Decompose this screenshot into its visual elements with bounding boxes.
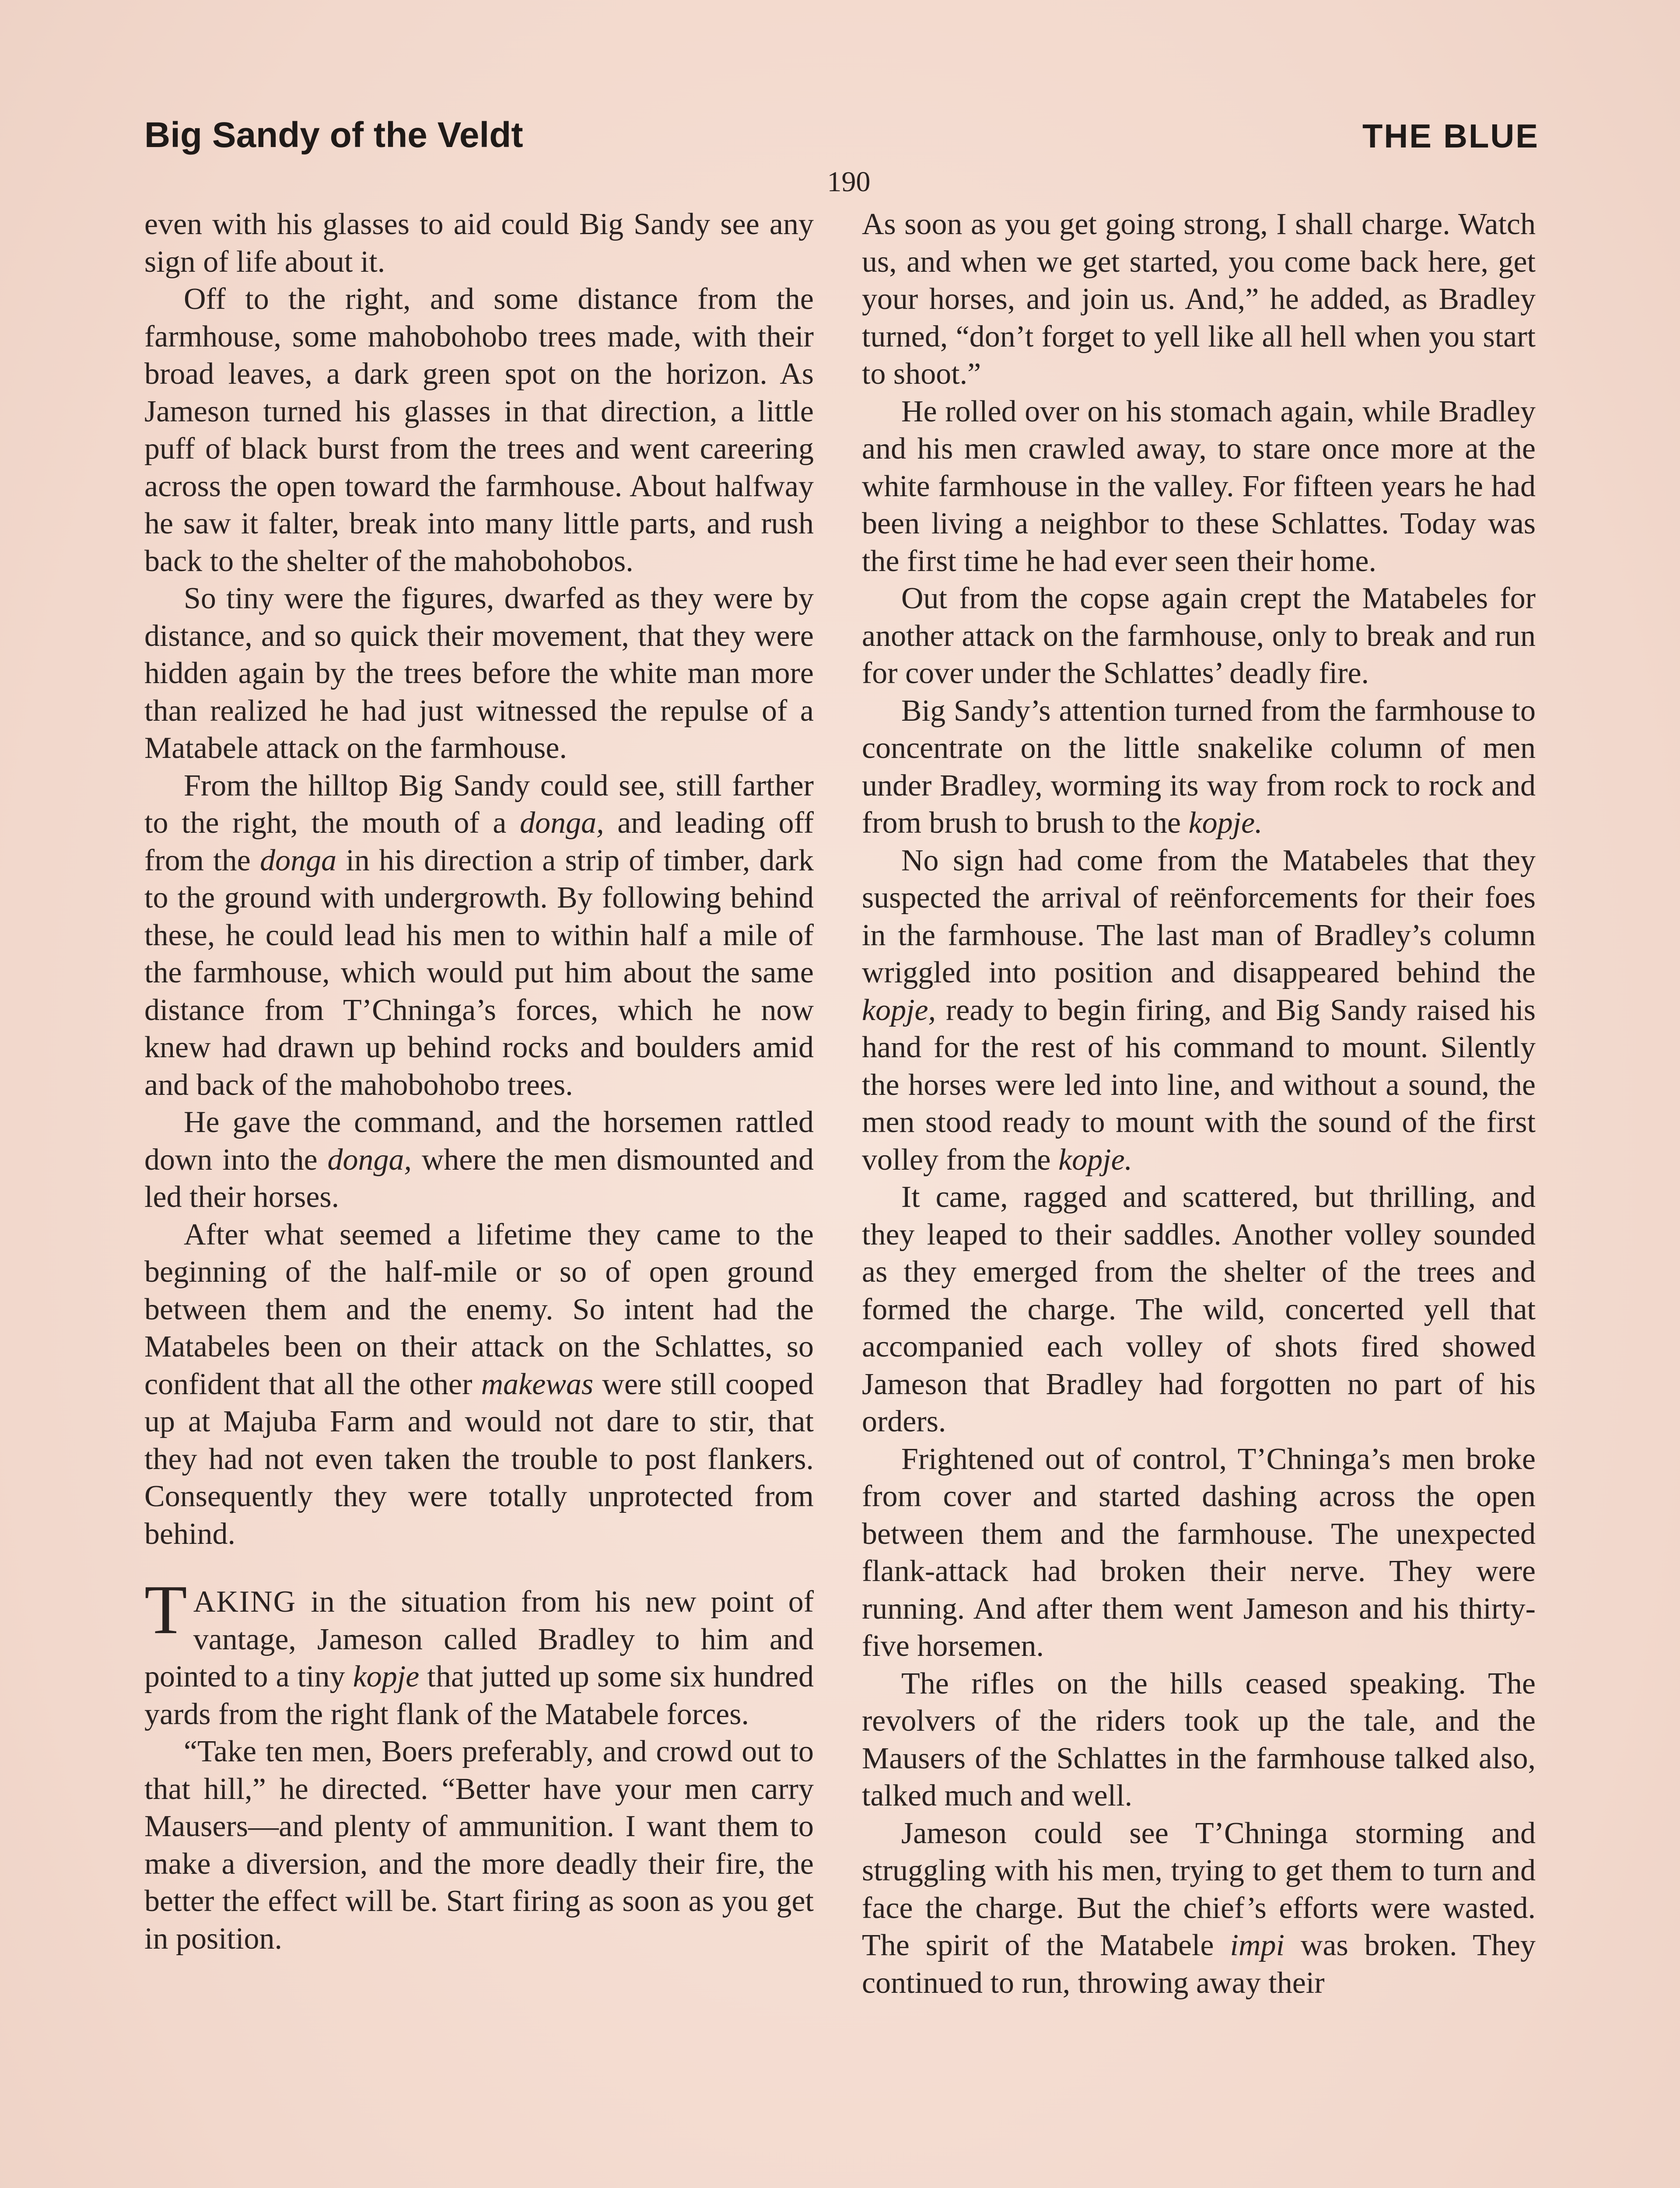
text-run: From the hilltop Big Sandy could see, still farther to the right, the mouth of a [144,768,814,840]
paragraph [144,1104,814,1216]
section-paragraph [144,1571,814,1733]
text-run: where the men dismounted and led their horses. [144,1143,814,1214]
italic-term: impi [1230,1929,1284,1962]
drop-cap: T [144,1571,187,1648]
text-run: in his direction a strip of timber, dark to the ground with undergrowth. By following behind these, he could lead his men to within half a mile of the farmhouse, which would put him about the same distance from T’Chninga’s forces, which he now knew had drawn up behind rocks and boulders amid and back of the mahobohobo trees. [144,843,814,1102]
paragraph [862,842,1536,1179]
paragraph: As soon as you get going strong, I shall charge. Watch us, and when we get started, you come back here, get your horses, and join us. And,” he added, as Bradley turned, “don’t forget to yell like all hell when you start to shoot.” [862,207,1536,391]
paragraph: He rolled over on his stomach again, while Bradley and his men crawled away, to stare once more at the white farmhouse in the valley. For fifteen years he had been living a neighbor to these Schlattes. Today was the first time he had ever seen their home. [862,394,1536,578]
italic-term: makewas [481,1367,594,1401]
paragraph: “Take ten men, Boers preferably, and crowd out to that hill,” he directed. “Better have your men carry Mausers—and plenty of ammunition. I want them to make a diversion, and the more deadly their fire, the better the effect will be. Start firing as soon as you get in position. [144,1735,814,1956]
italic-term: kopje [353,1660,420,1694]
text-run: that jutted up some six hundred yards from the right flank of the Matabele forces. [144,1660,814,1731]
paragraph [862,1815,1536,2002]
paragraph: It came, ragged and scattered, but thrilling, and they leaped to their saddles. Another volley sounded as they emerged from the shelter of the trees and formed the charge. The wild, concerted yell that accompanied each volley of shots fired showed Jameson that Bradley had forgotten no part of his orders. [862,1180,1536,1438]
right-text-column [862,206,1536,2002]
paragraph [144,767,814,1104]
running-head-story-title: Big Sandy of the Veldt [144,115,523,155]
text-run: Jameson could see T’Chninga storming and struggling with his men, trying to get them to turn and face the charge. But the chief’s efforts were wasted. The spirit of the Matabele [862,1816,1536,1962]
paragraph: The rifles on the hills ceased speaking. The revolvers of the riders took up the tale, and the Mausers of the Schlattes in the farmhouse talked also, talked much and well. [862,1666,1536,1813]
text-run: in the situation from his new point of vantage, Jameson called Bradley to him and pointed to a tiny [144,1585,814,1694]
italic-term: donga [260,843,337,877]
paragraph: So tiny were the figures, dwarfed as they were by distance, and so quick their movement, that they were hidden again by the trees before the white man more than realized he had just witnessed the repulse of a Matabele attack on the farmhouse. [144,582,814,765]
paragraph: Out from the copse again crept the Matabeles for another attack on the farmhouse, only to break and run for cover under the Schlattes’ deadly fire. [862,582,1536,690]
text-run: No sign had come from the Matabeles that they suspected the arrival of reënforcements for their foes in the farmhouse. The last man of Bradley’s column wriggled into position and disappeared behind the [862,843,1536,989]
italic-term: donga, [327,1143,412,1177]
left-text-column [144,206,814,1957]
paragraph [144,1216,814,1553]
running-head-magazine-title: THE BLUE [1362,118,1539,155]
text-run: and leading off from the [144,806,814,877]
italic-term: kopje. [1188,806,1263,840]
italic-term: donga, [520,806,604,840]
small-caps-lead: AKING [193,1585,297,1619]
paragraph [862,692,1536,842]
text-run: After what seemed a lifetime they came to the beginning of the half-mile or so of open ground between them and the enemy. So intent had the Matabeles been on their attack on the Schlattes, so confident that all the other [144,1217,814,1401]
text-run: ready to begin firing, and Big Sandy raised his hand for the rest of his command to mount. Silently the horses were led into line, and without a sound, the men stood ready to mount with the sound of the first volley from the [862,993,1536,1177]
paragraph: Off to the right, and some distance from the farmhouse, some mahobohobo trees made, with their broad leaves, a dark green spot on the horizon. As Jameson turned his glasses in that direction, a little puff of black burst from the trees and went careering across the open toward the farmhouse. About halfway he saw it falter, break into many little parts, and rush back to the shelter of the mahobohobos. [144,282,814,578]
italic-term: kopje, [862,993,936,1027]
paragraph: Frightened out of control, T’Chninga’s men broke from cover and started dashing across the open between them and the farmhouse. The unexpected flank-attack had broken their nerve. They were running. And after them went Jameson and his thirty-five horsemen. [862,1442,1536,1663]
text-run: He gave the command, and the horsemen rattled down into the [144,1105,814,1177]
text-run: Big Sandy’s attention turned from the farmhouse to concentrate on the little snakelike column of men under Bradley, worming its way from rock to rock and from brush to brush to the [862,694,1536,840]
page-number: 190 [827,166,871,198]
italic-term: kopje. [1058,1143,1133,1177]
text-run: was broken. They continued to run, throwing away their [862,1929,1536,2000]
text-run: were still cooped up at Majuba Farm and would not dare to stir, that they had not even taken the trouble to post flankers. Consequently they were totally unprotected from behind. [144,1367,814,1551]
paragraph: even with his glasses to aid could Big Sandy see any sign of life about it. [144,207,814,279]
